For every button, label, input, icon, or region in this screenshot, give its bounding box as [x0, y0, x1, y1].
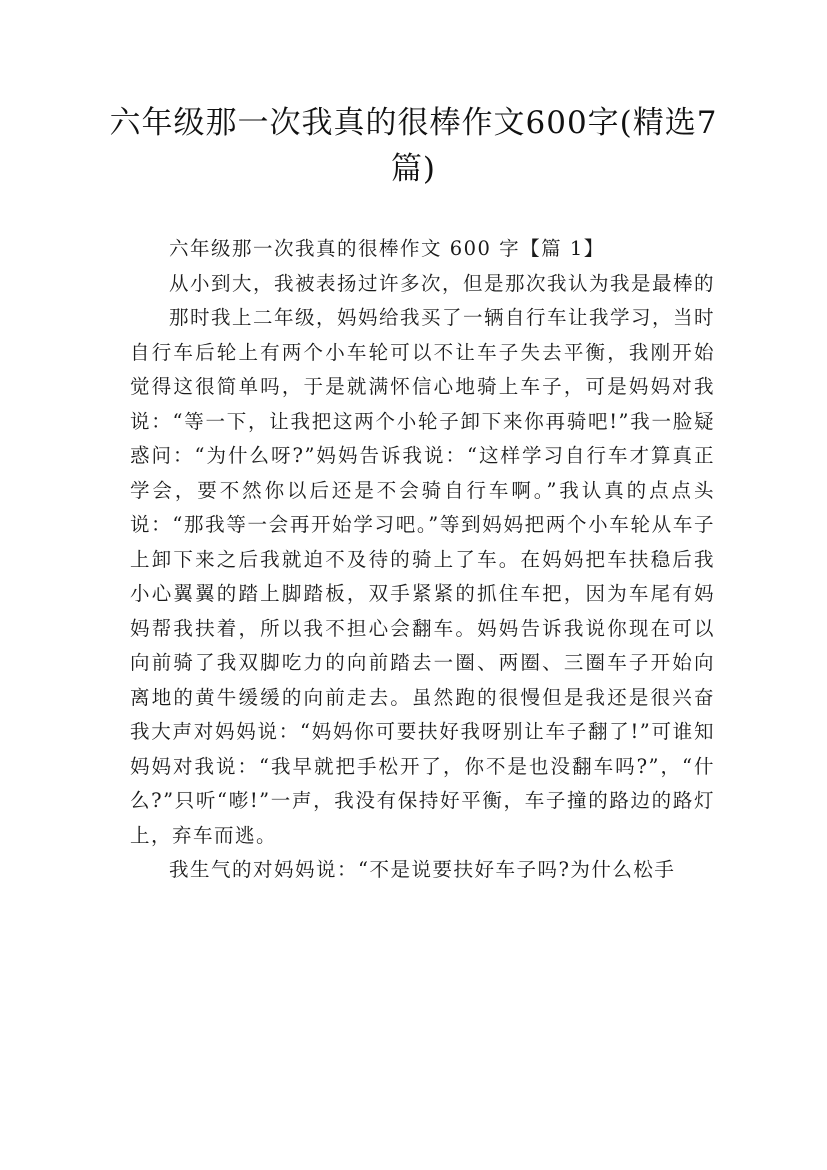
paragraph: 那时我上二年级，妈妈给我买了一辆自行车让我学习，当时自行车后轮上有两个小车轮可以不让车子失去平衡，我刚开始觉得这很简单吗，于是就满怀信心地骑上车子，可是妈妈对我说：“等一下，让我把这两个小轮子卸下来你再骑吧!”我一脸疑惑问：“为什么呀?”妈妈告诉我说：“这样学习自行车才算真正学会，要不然你以后还是不会骑自行车啊。”我认真的点点头说：“那我等一会再开始学习吧。”等到妈妈把两个小车轮从车子上卸下来之后我就迫不及待的骑上了车。在妈妈把车扶稳后我小心翼翼的踏上脚踏板，双手紧紧的抓住车把，因为车尾有妈妈帮我扶着，所以我不担心会翻车。妈妈告诉我说你现在可以向前骑了我双脚吃力的向前踏去一圈、两圈、三圈车子开始向离地的黄牛缓缓的向前走去。虽然跑的很慢但是我还是很兴奋我大声对妈妈说：“妈妈你可要扶好我呀别让车子翻了!”可谁知妈妈对我说：“我早就把手松开了，你不是也没翻车吗?”，“什么?”只听“嘭!”一声，我没有保持好平衡，车子撞的路边的路灯上，弃车而逃。 — [130, 306, 716, 847]
paragraph: 我生气的对妈妈说：“不是说要扶好车子吗?为什么松手 — [169, 858, 676, 881]
document-body — [130, 232, 715, 888]
section-heading: 六年级那一次我真的很棒作文 600 字【篇 1】 — [169, 237, 605, 260]
paragraph: 从小到大，我被表扬过许多次，但是那次我认为我是最棒的 — [169, 271, 716, 295]
document-title: 六年级那一次我真的很棒作文600字(精选7篇) — [109, 105, 718, 187]
